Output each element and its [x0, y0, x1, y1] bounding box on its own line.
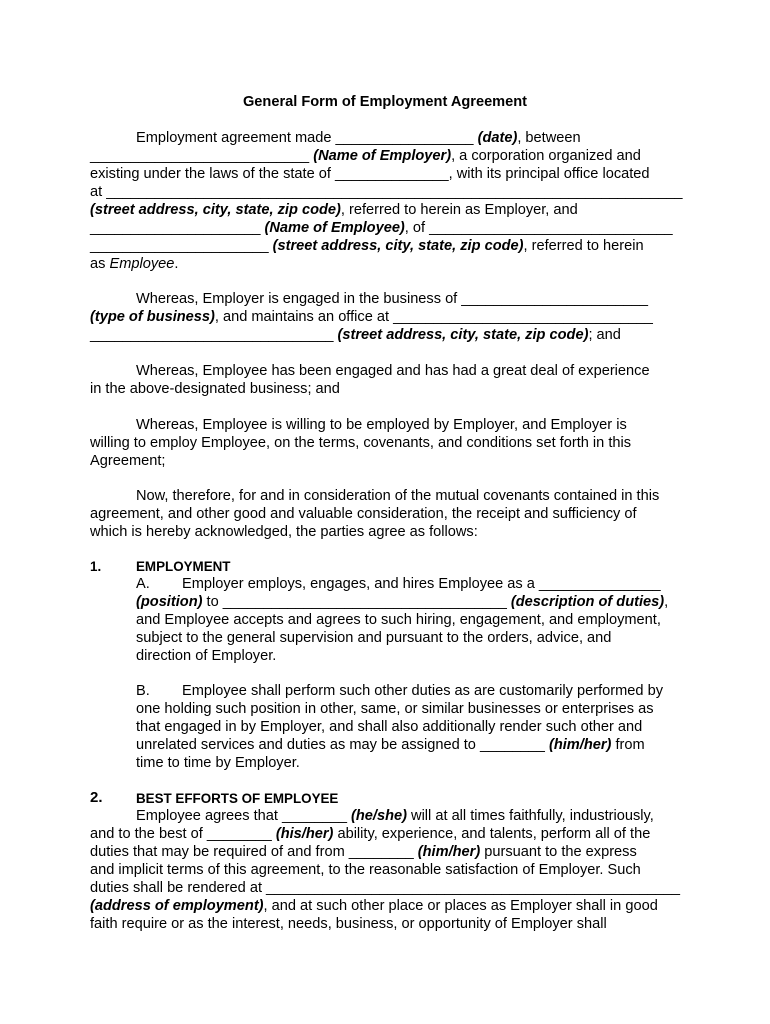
text-line: Agreement;	[90, 453, 166, 469]
text-line	[90, 147, 641, 165]
text-line	[90, 326, 621, 344]
text-run: , of ______________________________	[404, 220, 673, 236]
document-title: General Form of Employment Agreement	[242, 94, 528, 110]
text-line: Employer employs, engages, and hires Employee as a _______________	[182, 576, 661, 592]
text-line	[90, 201, 578, 219]
placeholder-pronoun: (he/she)	[351, 808, 407, 824]
text-run: ______________________________	[90, 327, 338, 343]
text-line	[90, 219, 673, 237]
text-run: ; and	[588, 327, 621, 343]
text-line: that engaged in by Employer, and shall also additionally render such other and	[136, 719, 643, 735]
text-line	[90, 255, 178, 273]
text-line: subject to the general supervision and pursuant to the orders, advice, and	[136, 630, 612, 646]
section-heading: BEST EFFORTS OF EMPLOYEE	[136, 791, 339, 806]
text-run: Employment agreement made _________________	[136, 130, 478, 146]
placeholder-business-type: (type of business)	[90, 309, 215, 325]
subsection-label: B.	[136, 683, 150, 699]
text-run: will at all times faithfully, industriously,	[406, 808, 654, 824]
section-number: 2.	[90, 789, 103, 806]
text-line: direction of Employer.	[136, 648, 277, 664]
text-run: , between	[517, 130, 581, 146]
placeholder-duties: (description of duties)	[510, 594, 665, 610]
section-heading: EMPLOYMENT	[136, 559, 231, 574]
subsection-label: A.	[136, 576, 150, 592]
text-line: duties shall be rendered at ___________________________________________________	[90, 880, 680, 896]
placeholder-office-address: (street address, city, state, zip code)	[337, 327, 589, 343]
text-run: unrelated services and duties as may be assigned to ________	[136, 737, 549, 753]
text-line: existing under the laws of the state of ______________, with its principal office located	[90, 166, 650, 182]
text-run: Employee agrees that ________	[136, 808, 352, 824]
text-run: ability, experience, and talents, perform all of the	[333, 826, 651, 842]
text-line: faith require or as the interest, needs, business, or opportunity of Employer shall	[90, 916, 607, 932]
text-run: _____________________	[90, 220, 265, 236]
text-run-italic: Employee	[109, 256, 175, 272]
text-line: in the above-designated business; and	[90, 381, 340, 397]
text-line: which is hereby acknowledged, the parties agree as follows:	[90, 524, 478, 540]
text-line: at _______________________________________________________________________	[90, 184, 683, 200]
text-run: ______________________	[90, 238, 273, 254]
text-line: agreement, and other good and valuable consideration, the receipt and sufficiency of	[90, 506, 637, 522]
text-line: time to time by Employer.	[136, 755, 300, 771]
placeholder-employee-address: (street address, city, state, zip code)	[272, 238, 524, 254]
text-line: Whereas, Employee has been engaged and has had a great deal of experience	[136, 363, 650, 379]
text-line	[136, 593, 668, 611]
placeholder-pronoun: (him/her)	[417, 844, 481, 860]
text-line	[136, 129, 581, 147]
text-line: Employee shall perform such other duties as are customarily performed by	[182, 683, 663, 699]
text-line	[136, 807, 654, 825]
text-line: one holding such position in other, same, or similar businesses or enterprises as	[136, 701, 654, 717]
text-line	[90, 843, 637, 861]
text-line: Whereas, Employee is willing to be employed by Employer, and Employer is	[136, 417, 627, 433]
text-run: from	[611, 737, 645, 753]
text-run: pursuant to the express	[480, 844, 637, 860]
text-line: and Employee accepts and agrees to such hiring, engagement, and employment,	[136, 612, 661, 628]
placeholder-employer-name: (Name of Employer)	[313, 148, 452, 164]
text-line	[90, 308, 653, 326]
text-line: Now, therefore, for and in consideration of the mutual covenants contained in this	[136, 488, 660, 504]
text-line	[136, 736, 645, 754]
placeholder-employee-name: (Name of Employee)	[264, 220, 405, 236]
text-run: , referred to herein	[523, 238, 644, 254]
text-line	[90, 237, 644, 255]
section-number: 1.	[90, 559, 102, 574]
placeholder-pronoun: (him/her)	[548, 737, 612, 753]
text-run: , and at such other place or places as Employer shall in good	[263, 898, 658, 914]
text-line: willing to employ Employee, on the terms, covenants, and conditions set forth in this	[90, 435, 632, 451]
text-run: , referred to herein as Employer, and	[340, 202, 578, 218]
text-line: Whereas, Employer is engaged in the business of _______________________	[136, 291, 648, 307]
placeholder-pronoun: (his/her)	[275, 826, 334, 842]
text-run: , a corporation organized and	[451, 148, 641, 164]
placeholder-date: (date)	[477, 130, 518, 146]
text-run: and to the best of ________	[90, 826, 276, 842]
text-run: .	[174, 256, 179, 272]
placeholder-employer-address: (street address, city, state, zip code)	[90, 202, 341, 218]
placeholder-position: (position)	[136, 594, 203, 610]
placeholder-employment-address: (address of employment)	[90, 898, 264, 914]
text-run: as	[90, 256, 110, 272]
text-line	[90, 825, 650, 843]
text-run: duties that may be required of and from ________	[90, 844, 418, 860]
text-run: , and maintains an office at ________________________________	[214, 309, 653, 325]
text-line	[90, 897, 658, 915]
text-run: to ___________________________________	[202, 594, 511, 610]
text-run: ___________________________	[90, 148, 314, 164]
text-line: and implicit terms of this agreement, to the reasonable satisfaction of Employer. Such	[90, 862, 641, 878]
text-run: ,	[664, 594, 669, 610]
